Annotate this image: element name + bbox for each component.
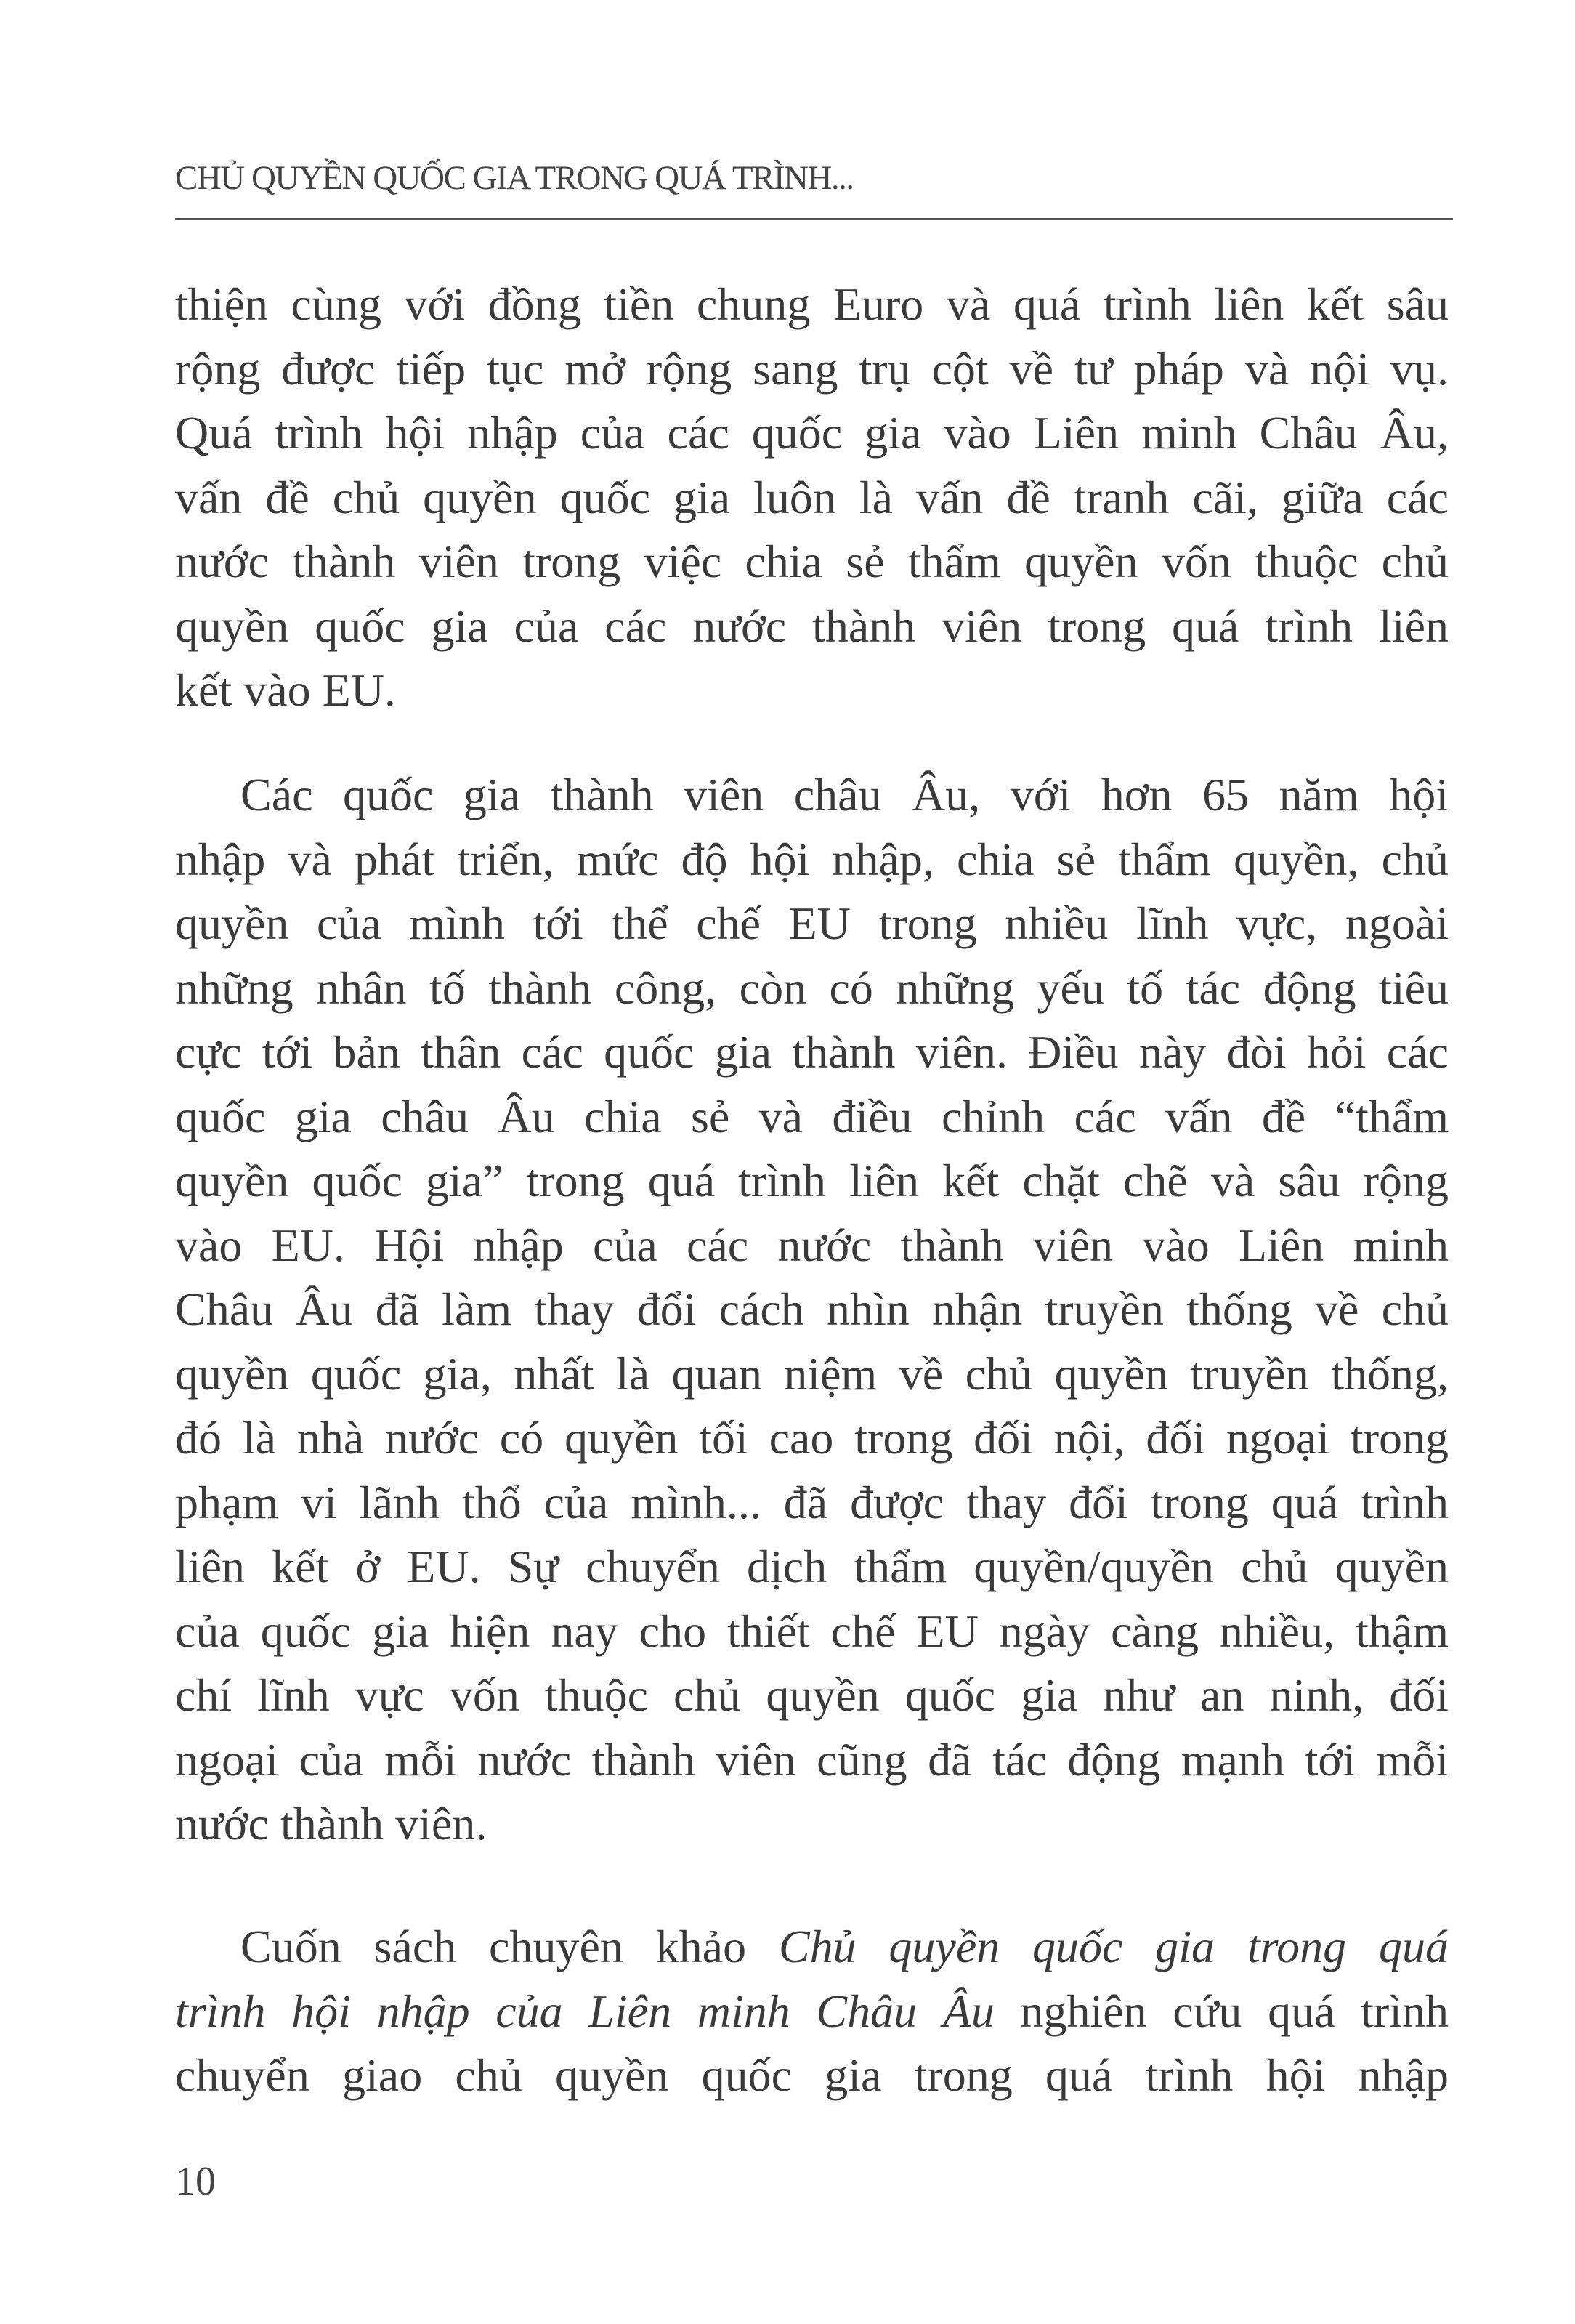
italic-book-title: trình hội nhập của Liên minh Châu Âu xyxy=(175,1985,995,2037)
text-line xyxy=(175,1980,1449,2043)
italic-book-title: Chủ quyền quốc gia trong quá xyxy=(778,1921,1449,1972)
text-line: rộng được tiếp tục mở rộng sang trụ cột về tư pháp và nội vụ. xyxy=(175,342,1449,395)
header-rule xyxy=(175,218,1453,220)
text-line: nước thành viên. xyxy=(175,1798,487,1849)
text-segment: chuyển giao chủ quyền quốc gia trong quá trình hội nhập xyxy=(175,2049,1449,2101)
text-line: kết vào EU. xyxy=(175,664,396,716)
running-head: CHỦ QUYỀN QUỐC GIA TRONG QUÁ TRÌNH... xyxy=(175,159,854,197)
text-line: Châu Âu đã làm thay đổi cách nhìn nhận truyền thống về chủ xyxy=(175,1283,1449,1335)
text-line: đó là nhà nước có quyền tối cao trong đối nội, đối ngoại trong xyxy=(175,1412,1449,1464)
text-line: những nhân tố thành công, còn có những yếu tố tác động tiêu xyxy=(175,961,1449,1014)
text-line: của quốc gia hiện nay cho thiết chế EU ngày càng nhiều, thậm xyxy=(175,1605,1449,1657)
text-line: quyền quốc gia” trong quá trình liên kết chặt chẽ và sâu rộng xyxy=(175,1155,1449,1206)
page-number: 10 xyxy=(175,2159,216,2204)
text-line xyxy=(240,1915,1449,1979)
text-line xyxy=(175,2043,1449,2107)
text-line: ngoại của mỗi nước thành viên cũng đã tác động mạnh tới mỗi xyxy=(175,1733,1449,1786)
text-line: Các quốc gia thành viên châu Âu, với hơn 65 năm hội xyxy=(240,769,1449,820)
text-line: phạm vi lãnh thổ của mình... đã được thay đổi trong quá trình xyxy=(175,1476,1449,1528)
text-line: cực tới bản thân các quốc gia thành viên. Điều này đòi hỏi các xyxy=(175,1026,1449,1078)
text-line: Quá trình hội nhập của các quốc gia vào Liên minh Châu Âu, xyxy=(175,407,1449,459)
text-line: nhập và phát triển, mức độ hội nhập, chia sẻ thẩm quyền, chủ xyxy=(175,833,1449,885)
text-segment: nghiên cứu quá trình xyxy=(994,1985,1449,2037)
text-line: vấn đề chủ quyền quốc gia luôn là vấn đề tranh cãi, giữa các xyxy=(175,471,1449,523)
text-line: liên kết ở EU. Sự chuyển dịch thẩm quyền/quyền chủ quyền xyxy=(175,1541,1449,1592)
text-line: nước thành viên trong việc chia sẻ thẩm quyền vốn thuộc chủ xyxy=(175,536,1449,587)
text-line: thiện cùng với đồng tiền chung Euro và quá trình liên kết sâu xyxy=(175,278,1449,330)
text-line: quyền quốc gia, nhất là quan niệm về chủ quyền truyền thống, xyxy=(175,1347,1449,1400)
text-line: quyền của mình tới thể chế EU trong nhiều lĩnh vực, ngoài xyxy=(175,897,1449,949)
text-line: chí lĩnh vực vốn thuộc chủ quyền quốc gia như an ninh, đối xyxy=(175,1669,1449,1721)
text-line: quốc gia châu Âu chia sẻ và điều chỉnh các vấn đề “thẩm xyxy=(175,1090,1449,1142)
text-segment: Cuốn sách chuyên khảo xyxy=(240,1921,779,1972)
text-line: quyền quốc gia của các nước thành viên trong quá trình liên xyxy=(175,600,1449,652)
text-line: vào EU. Hội nhập của các nước thành viên vào Liên minh xyxy=(175,1219,1449,1271)
